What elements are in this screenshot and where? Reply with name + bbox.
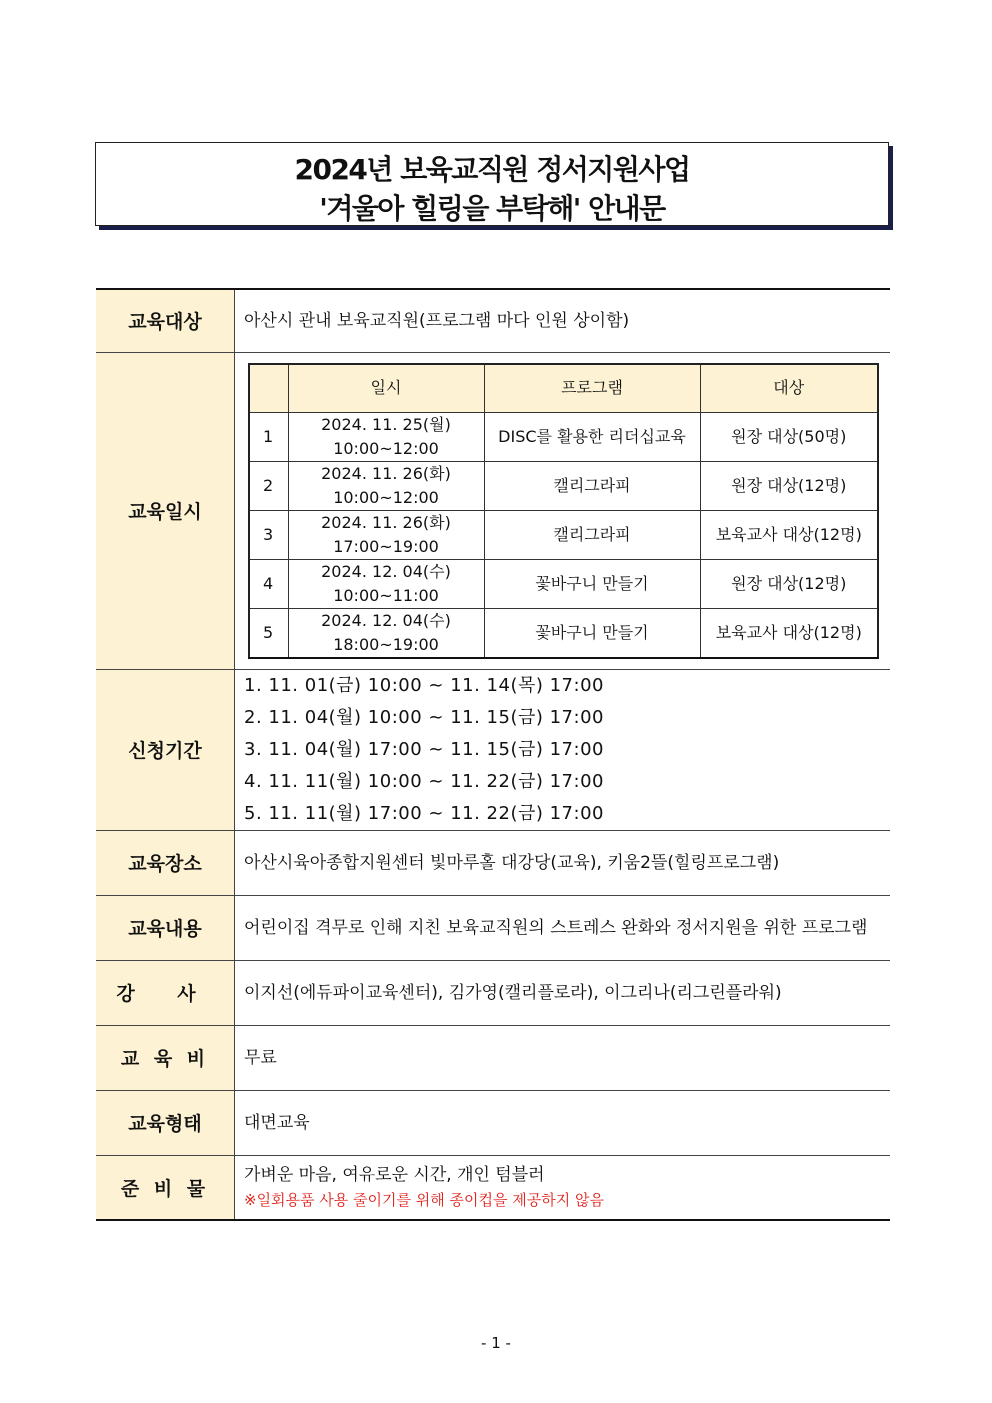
- schedule-no: 2: [249, 461, 288, 510]
- schedule-no: 4: [249, 559, 288, 608]
- schedule-datetime: [288, 412, 484, 461]
- schedule-datetime: [288, 559, 484, 608]
- schedule-no: 5: [249, 608, 288, 658]
- prep-items: 가벼운 마음, 여유로운 시간, 개인 텀블러: [244, 1165, 545, 1186]
- schedule-no: 3: [249, 510, 288, 559]
- schedule-row: [249, 608, 878, 658]
- schedule-row: [249, 510, 878, 559]
- label-fee: 교 육 비: [96, 1025, 235, 1090]
- schedule-header: [249, 364, 878, 413]
- schedule-header-target: 대상: [700, 364, 878, 413]
- schedule-program: 캘리그라피: [484, 461, 700, 510]
- schedule-header-date: 일시: [288, 364, 484, 413]
- row-place: [96, 830, 890, 895]
- title-box: [95, 142, 889, 226]
- schedule-date: 2024. 12. 04(수): [321, 610, 451, 630]
- row-instructor: [96, 960, 890, 1025]
- schedule-date: 2024. 11. 25(월): [321, 414, 451, 434]
- apply-period: 5. 11. 11(월) 17:00 ~ 11. 22(금) 17:00: [244, 802, 604, 824]
- label-instructor: 강 사: [96, 960, 235, 1025]
- apply-period: 1. 11. 01(금) 10:00 ~ 11. 14(목) 17:00: [244, 674, 604, 696]
- schedule-target: 보육교사 대상(12명): [700, 608, 878, 658]
- schedule-datetime: [288, 608, 484, 658]
- title-line-2: '겨울아 힐링을 부탁해' 안내문: [319, 192, 665, 225]
- schedule-program: 꽃바구니 만들기: [484, 608, 700, 658]
- schedule-target: 원장 대상(12명): [700, 559, 878, 608]
- schedule-header-no: [249, 364, 288, 413]
- value-schedule: [235, 352, 891, 669]
- schedule-no: 1: [249, 412, 288, 461]
- prep-note: ※일회용품 사용 줄이기를 위해 종이컵을 제공하지 않음: [244, 1191, 604, 1210]
- label-apply: 신청기간: [96, 669, 235, 830]
- schedule-program: 캘리그라피: [484, 510, 700, 559]
- schedule-datetime: [288, 461, 484, 510]
- schedule-date: 2024. 11. 26(화): [321, 512, 451, 532]
- label-content: 교육내용: [96, 895, 235, 960]
- row-content: [96, 895, 890, 960]
- schedule-time: 10:00~12:00: [333, 438, 439, 458]
- schedule-row: [249, 461, 878, 510]
- row-fee: [96, 1025, 890, 1090]
- schedule-date: 2024. 12. 04(수): [321, 561, 451, 581]
- row-format: [96, 1090, 890, 1155]
- value-prep: [235, 1155, 891, 1220]
- schedule-program: 꽃바구니 만들기: [484, 559, 700, 608]
- info-table: [96, 288, 890, 1221]
- value-content: 어린이집 격무로 인해 지친 보육교직원의 스트레스 완화와 정서지원을 위한 프로그램: [235, 895, 891, 960]
- apply-period: 3. 11. 04(월) 17:00 ~ 11. 15(금) 17:00: [244, 738, 604, 760]
- label-place: 교육장소: [96, 830, 235, 895]
- value-instructor: 이지선(에듀파이교육센터), 김가영(캘리플로라), 이그리나(리그린플라워): [235, 960, 891, 1025]
- row-target: [96, 289, 890, 352]
- value-target: 아산시 관내 보육교직원(프로그램 마다 인원 상이함): [235, 289, 891, 352]
- label-prep: 준 비 물: [96, 1155, 235, 1220]
- schedule-time: 18:00~19:00: [333, 634, 439, 654]
- apply-period: 4. 11. 11(월) 10:00 ~ 11. 22(금) 17:00: [244, 770, 604, 792]
- schedule-time: 10:00~12:00: [333, 487, 439, 507]
- value-apply: [235, 669, 891, 830]
- row-apply: [96, 669, 890, 830]
- label-target: 교육대상: [96, 289, 235, 352]
- schedule-target: 원장 대상(12명): [700, 461, 878, 510]
- schedule-time: 17:00~19:00: [333, 536, 439, 556]
- schedule-target: 보육교사 대상(12명): [700, 510, 878, 559]
- page-number: - 1 -: [481, 1334, 511, 1352]
- row-schedule: [96, 352, 890, 669]
- row-prep: [96, 1155, 890, 1220]
- label-format: 교육형태: [96, 1090, 235, 1155]
- schedule-table: [248, 363, 879, 659]
- schedule-row: [249, 412, 878, 461]
- apply-period: 2. 11. 04(월) 10:00 ~ 11. 15(금) 17:00: [244, 706, 604, 728]
- title-line-1: 2024년 보육교직원 정서지원사업: [294, 153, 690, 186]
- schedule-program: DISC를 활용한 리더십교육: [484, 412, 700, 461]
- schedule-header-program: 프로그램: [484, 364, 700, 413]
- schedule-row: [249, 559, 878, 608]
- schedule-date: 2024. 11. 26(화): [321, 463, 451, 483]
- schedule-time: 10:00~11:00: [333, 585, 439, 605]
- schedule-target: 원장 대상(50명): [700, 412, 878, 461]
- value-fee: 무료: [235, 1025, 891, 1090]
- schedule-datetime: [288, 510, 484, 559]
- value-place: 아산시육아종합지원센터 빛마루홀 대강당(교육), 키움2뜰(힐링프로그램): [235, 830, 891, 895]
- value-format: 대면교육: [235, 1090, 891, 1155]
- label-schedule: 교육일시: [96, 352, 235, 669]
